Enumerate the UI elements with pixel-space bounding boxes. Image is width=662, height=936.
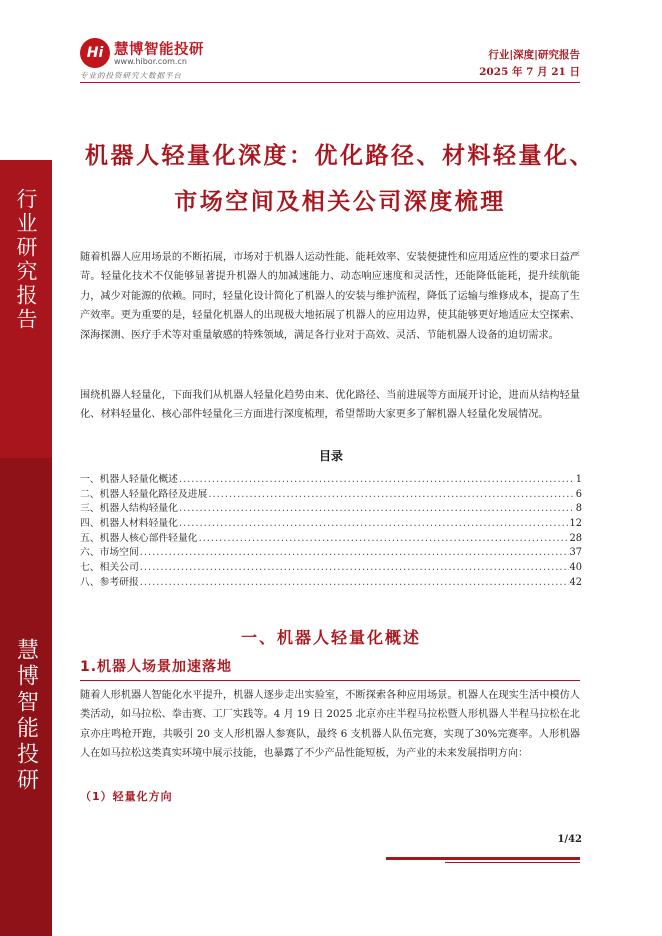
sidebar	[0, 0, 52, 936]
intro-paragraph-1: 随着机器人应用场景的不断拓展，市场对于机器人运动性能、能耗效率、安装便捷性和应用适应性的要求日益严苛。轻量化技术不仅能够显著提升机器人的加减速能力、动态响应速度和灵活性，还能降低能耗，提升续航能力，减少对能源的依赖。同时，轻量化设计简化了机器人的安装与维护流程，降低了运输与维修成本，提高了生产效率。更为重要的是，轻量化机器人的出现极大地拓展了机器人的应用边界，使其能够更好地适应太空探索、深海探测、医疗手术等对重量敏感的特殊领域，满足各行业对于高效、灵活、节能机器人设备的迫切需求。	[80, 252, 580, 341]
toc-item-page: 40	[569, 562, 582, 574]
section-heading: 一、机器人轻量化概述	[240, 628, 421, 647]
toc-leader	[140, 547, 569, 558]
footer-rule-thick	[386, 857, 580, 860]
report-category: 行业|深度|研究报告	[488, 49, 580, 61]
toc-leader	[140, 577, 569, 588]
table-of-contents	[80, 471, 582, 589]
toc-leader	[179, 503, 575, 514]
subsection-divider	[80, 680, 580, 681]
toc-leader	[208, 489, 574, 500]
header-meta	[479, 47, 580, 81]
intro-paragraph-2: 围绕机器人轻量化，下面我们从机器人轻量化趋势由来、优化路径、当前进展等方面展开讨论，进而从结构轻量化、材料轻量化、核心部件轻量化三方面进行深度梳理，希望帮助大家更多了解机器人轻量化发展情况。	[80, 390, 580, 421]
report-title	[70, 133, 610, 225]
toc-item-label: 一、机器人轻量化概述	[80, 474, 178, 485]
toc-title: 目录	[318, 449, 343, 463]
footer-rule-thin	[445, 862, 580, 863]
logo-slogan: 专业的投资研究大数据平台	[80, 71, 182, 80]
logo-url: www.hibor.com.cn	[114, 57, 187, 66]
toc-item-page: 1	[575, 474, 582, 485]
sidebar-report-type-label: 行业研究报告	[14, 188, 38, 332]
report-title-line2: 市场空间及相关公司深度梳理	[174, 189, 506, 215]
toc-item-label: 七、相关公司	[80, 562, 139, 574]
logo	[80, 38, 300, 80]
toc-item-label: 三、机器人结构轻量化	[80, 503, 178, 515]
subsection-heading: 1.机器人场景加速落地	[80, 659, 233, 675]
toc-leader	[140, 562, 569, 573]
toc-leader	[179, 518, 569, 529]
toc-leader	[179, 474, 575, 485]
toc-item-page: 42	[569, 576, 582, 588]
toc-item[interactable]	[80, 574, 582, 589]
report-date: 2025 年 7 月 21 日	[479, 66, 580, 78]
page-number: 1/42	[557, 834, 582, 845]
toc-item-page: 6	[575, 488, 582, 500]
toc-item-label: 四、机器人材料轻量化	[80, 518, 178, 530]
toc-item[interactable]	[80, 500, 582, 515]
report-title-line1: 机器人轻量化深度：优化路径、材料轻量化、	[85, 143, 595, 169]
toc-item-label: 六、市场空间	[80, 547, 139, 559]
section-body-paragraph: 随着人形机器人智能化水平提升，机器人逐步走出实验室，不断探索各种应用场景。机器人在现实生活中模仿人类活动，如马拉松、拳击赛、工厂实践等。4 月 19 日 2025 北京亦庄半程马拉松暨人形机器人半程马拉松在北京亦庄鸣枪开跑，共吸引 20 支人形机器人参赛队，最终 6 支机器人队伍完赛，实现了30%完赛率。人形机器人在如马拉松这类真实环境中展示技能，也暴露了不少产品性能短板，为产业的未来发展指明方向：	[80, 690, 580, 760]
toc-item-label: 八、参考研报	[80, 576, 139, 588]
toc-item-page: 12	[569, 518, 582, 530]
toc-leader	[199, 533, 569, 544]
toc-item[interactable]	[80, 559, 582, 574]
toc-item[interactable]	[80, 471, 582, 486]
toc-item[interactable]	[80, 530, 582, 545]
sidebar-brand-band	[0, 458, 52, 936]
toc-item[interactable]	[80, 486, 582, 501]
toc-item-page: 37	[569, 547, 582, 559]
toc-item-page: 28	[569, 532, 582, 544]
subsubsection-heading: （1）轻量化方向	[80, 790, 173, 803]
toc-item[interactable]	[80, 544, 582, 559]
logo-mark-icon: Hi	[80, 38, 110, 68]
header-divider	[80, 82, 580, 83]
toc-item-page: 8	[575, 503, 582, 515]
sidebar-brand-label: 慧博智能投研	[13, 638, 39, 794]
logo-name: 慧博智能投研	[114, 42, 204, 58]
toc-item-label: 二、机器人轻量化路径及进展	[80, 488, 208, 500]
sidebar-report-type-band	[0, 160, 52, 458]
toc-item[interactable]	[80, 515, 582, 530]
toc-item-label: 五、机器人核心部件轻量化	[80, 532, 198, 544]
